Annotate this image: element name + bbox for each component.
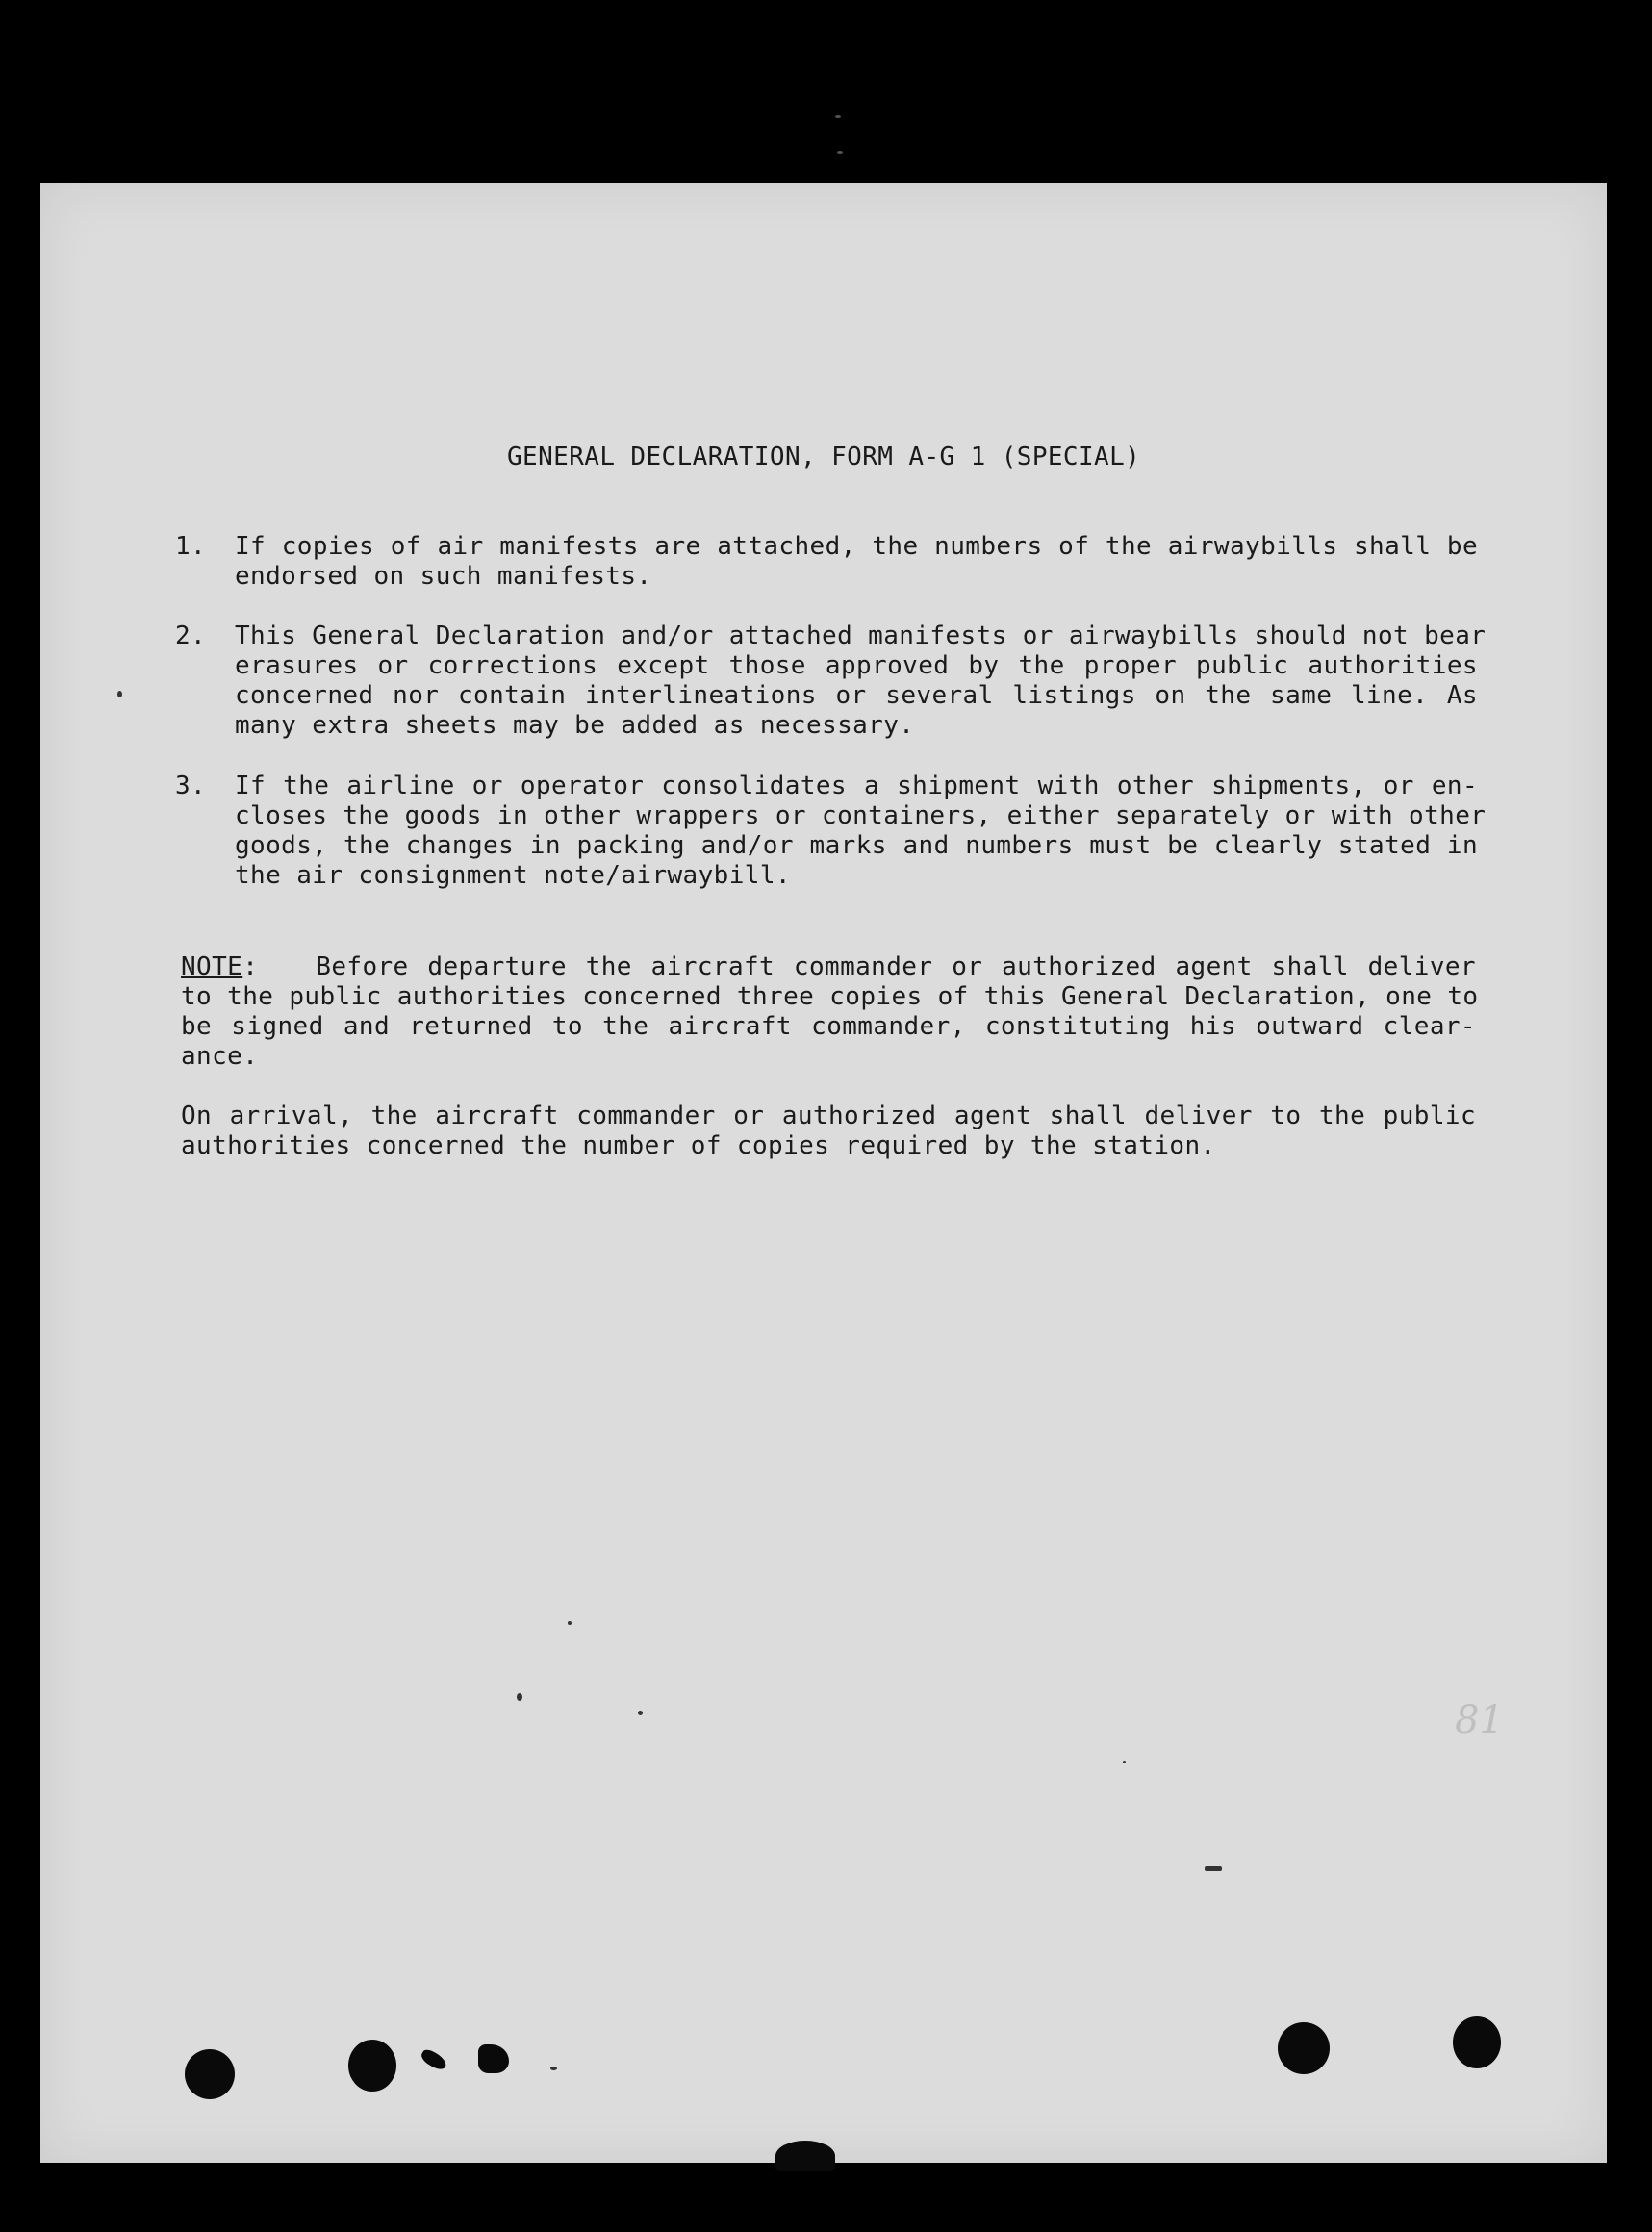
text-line: closes the goods in other wrappers or containers, either separately or with other	[235, 801, 1487, 830]
item-text	[235, 532, 1478, 592]
punch-hole	[1453, 2016, 1501, 2068]
text-line: ance.	[181, 1042, 259, 1071]
note-first-line: Before departure the aircraft commander or authorized agent shall deliver	[316, 952, 1476, 981]
document-sheet	[40, 183, 1607, 2163]
punch-hole	[185, 2049, 235, 2099]
ink-blot	[775, 2141, 835, 2171]
item-text	[235, 772, 1487, 891]
border-mark	[837, 151, 843, 154]
item-number: 3.	[175, 772, 207, 800]
text-line: This General Declaration and/or attached manifests or airwaybills should not bear	[235, 621, 1487, 650]
ink-blot	[478, 2044, 509, 2073]
text-line: If the airline or operator consolidates a shipment with other shipments, or en-	[235, 772, 1478, 800]
note-colon: :	[242, 952, 259, 981]
note-label: NOTE	[181, 952, 243, 981]
text-line: authorities concerned the number of copies required by the station.	[181, 1131, 1216, 1160]
dust-speck	[517, 1693, 522, 1701]
item-text	[235, 621, 1487, 741]
item-number: 1.	[175, 532, 207, 561]
margin-mark: 81	[1455, 1698, 1504, 1742]
dust-speck	[1123, 1761, 1126, 1763]
text-line: be signed and returned to the aircraft commander, constituting his outward clear-	[181, 1012, 1476, 1041]
item-number: 2.	[175, 621, 207, 650]
text-line: the air consignment note/airwaybill.	[235, 861, 791, 890]
dust-speck	[1205, 1866, 1222, 1871]
dust-speck	[550, 2067, 557, 2070]
dust-speck	[638, 1711, 643, 1715]
text-line: concerned nor contain interlineations or several listings on the same line. As	[235, 681, 1478, 710]
border-mark	[835, 115, 841, 118]
text-line: goods, the changes in packing and/or marks and numbers must be clearly stated in	[235, 831, 1478, 860]
punch-hole	[348, 2040, 396, 2092]
text-line: If copies of air manifests are attached, the numbers of the airwaybills shall be	[235, 532, 1478, 561]
text-line: many extra sheets may be added as necessary.	[235, 711, 915, 740]
form-title: GENERAL DECLARATION, FORM A-G 1 (SPECIAL)	[507, 443, 1141, 471]
punch-hole	[1278, 2022, 1330, 2074]
ink-blot	[419, 2047, 448, 2072]
text-line: to the public authorities concerned three copies of this General Declaration, one to	[181, 982, 1479, 1011]
text-line: endorsed on such manifests.	[235, 562, 652, 591]
text-line: On arrival, the aircraft commander or authorized agent shall deliver to the public	[181, 1102, 1476, 1130]
text-line: erasures or corrections except those approved by the proper public authorities	[235, 651, 1478, 680]
text-line	[181, 952, 1476, 982]
note-paragraph	[181, 952, 1479, 1072]
arrival-paragraph	[181, 1102, 1476, 1161]
dust-speck	[568, 1621, 572, 1625]
dust-speck	[117, 691, 122, 698]
